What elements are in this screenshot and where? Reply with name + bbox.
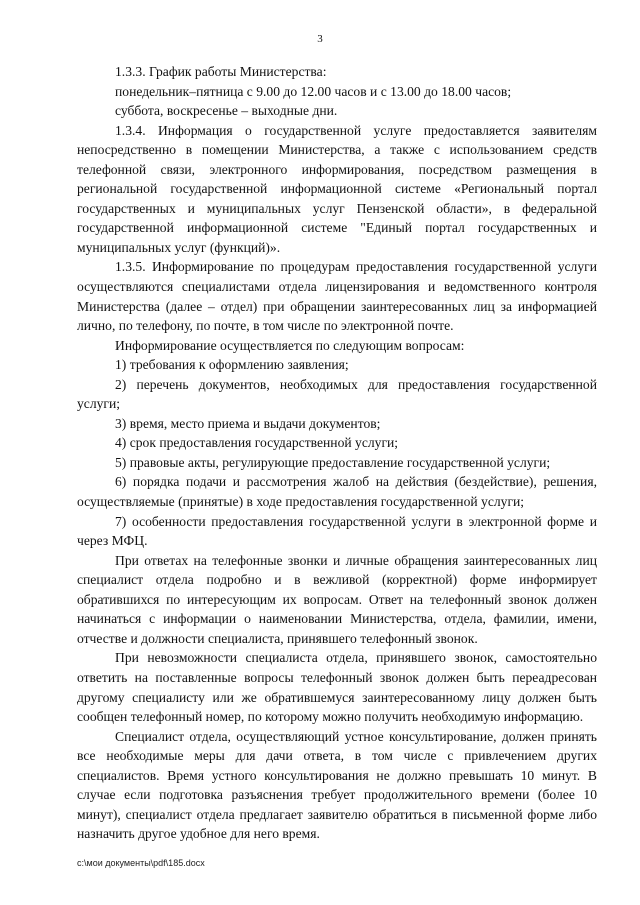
oral-consultation-paragraph: Специалист отдела, осуществляющий устное консультирование, должен принять все необходимые меры для дачи ответа, в том числе с привлечением других специалистов. Время устного консультирования не должно превышать 10 минут. В случае если подготовка разъяснения требует продолжительного времени (более 10 минут), специалист отдела предлагает заявителю обратиться в письменной форме либо назначить другое удобное для него время. [77, 728, 597, 842]
page-number: 3 [317, 33, 323, 45]
schedule-weekend: суббота, воскресенье – выходные дни. [115, 103, 338, 119]
list-item-5: 5) правовые акты, регулирующие предоставление государственной услуги; [115, 454, 551, 470]
list-item-2: 2) перечень документов, необходимых для предоставления государственной услуги; [77, 376, 597, 412]
paragraph-1-3-4: 1.3.4. Информация о государственной услуге предоставляется заявителям непосредственно в помещении Министерства, а также с использованием средств телефонной связи, электронного информирования, посредством размещения в региональной государственной информационной системе «Региональный портал государственных и муниципальных услуг Пензенской области», в федеральной государственной информационной системе "Единый портал государственных и муниципальных услуг (функций)». [77, 122, 597, 255]
phone-calls-paragraph: При ответах на телефонные звонки и личные обращения заинтересованных лиц специалист отдела подробно и в вежливой (корректной) форме информирует обратившихся по интересующим их вопросам. Ответ на телефонный звонок должен начинаться с информации о наименовании Министерства, отдела, фамилии, имени, отчестве и должности специалиста, принявшего телефонный звонок. [77, 552, 597, 646]
list-item-7: 7) особенности предоставления государственной услуги в электронной форме и через МФЦ. [77, 513, 597, 549]
list-item-4: 4) срок предоставления государственной услуги; [115, 435, 399, 451]
list-item-1: 1) требования к оформлению заявления; [115, 357, 349, 373]
paragraph-1-3-5: 1.3.5. Информирование по процедурам предоставления государственной услуги осуществляются специалистами отдела лицензирования и ведомственного контроля Министерства (далее – отдел) при обращении заинтересованных лиц за информацией лично, по телефону, по почте, в том числе по электронной почте. [77, 259, 597, 334]
document-body [77, 62, 597, 844]
redirect-paragraph: При невозможности специалиста отдела, принявшего звонок, самостоятельно ответить на поставленные вопросы телефонный звонок должен быть переадресован другому специалисту или же обратившемуся заинтересованному лицу должен быть сообщен телефонный номер, по которому можно получить необходимую информацию. [77, 650, 597, 725]
list-item-6: 6) порядка подачи и рассмотрения жалоб на действия (бездействие), решения, осуществляемые (принятые) в ходе предоставления государственной услуги; [77, 474, 597, 510]
schedule-weekdays: понедельник–пятница с 9.00 до 12.00 часов и с 13.00 до 18.00 часов; [115, 83, 512, 99]
list-item-3: 3) время, место приема и выдачи документов; [115, 415, 381, 431]
footer-file-path: c:\мои документы\pdf\185.docx [77, 858, 205, 868]
schedule-heading: 1.3.3. График работы Министерства: [115, 64, 327, 79]
informing-questions-intro: Информирование осуществляется по следующим вопросам: [115, 337, 465, 353]
